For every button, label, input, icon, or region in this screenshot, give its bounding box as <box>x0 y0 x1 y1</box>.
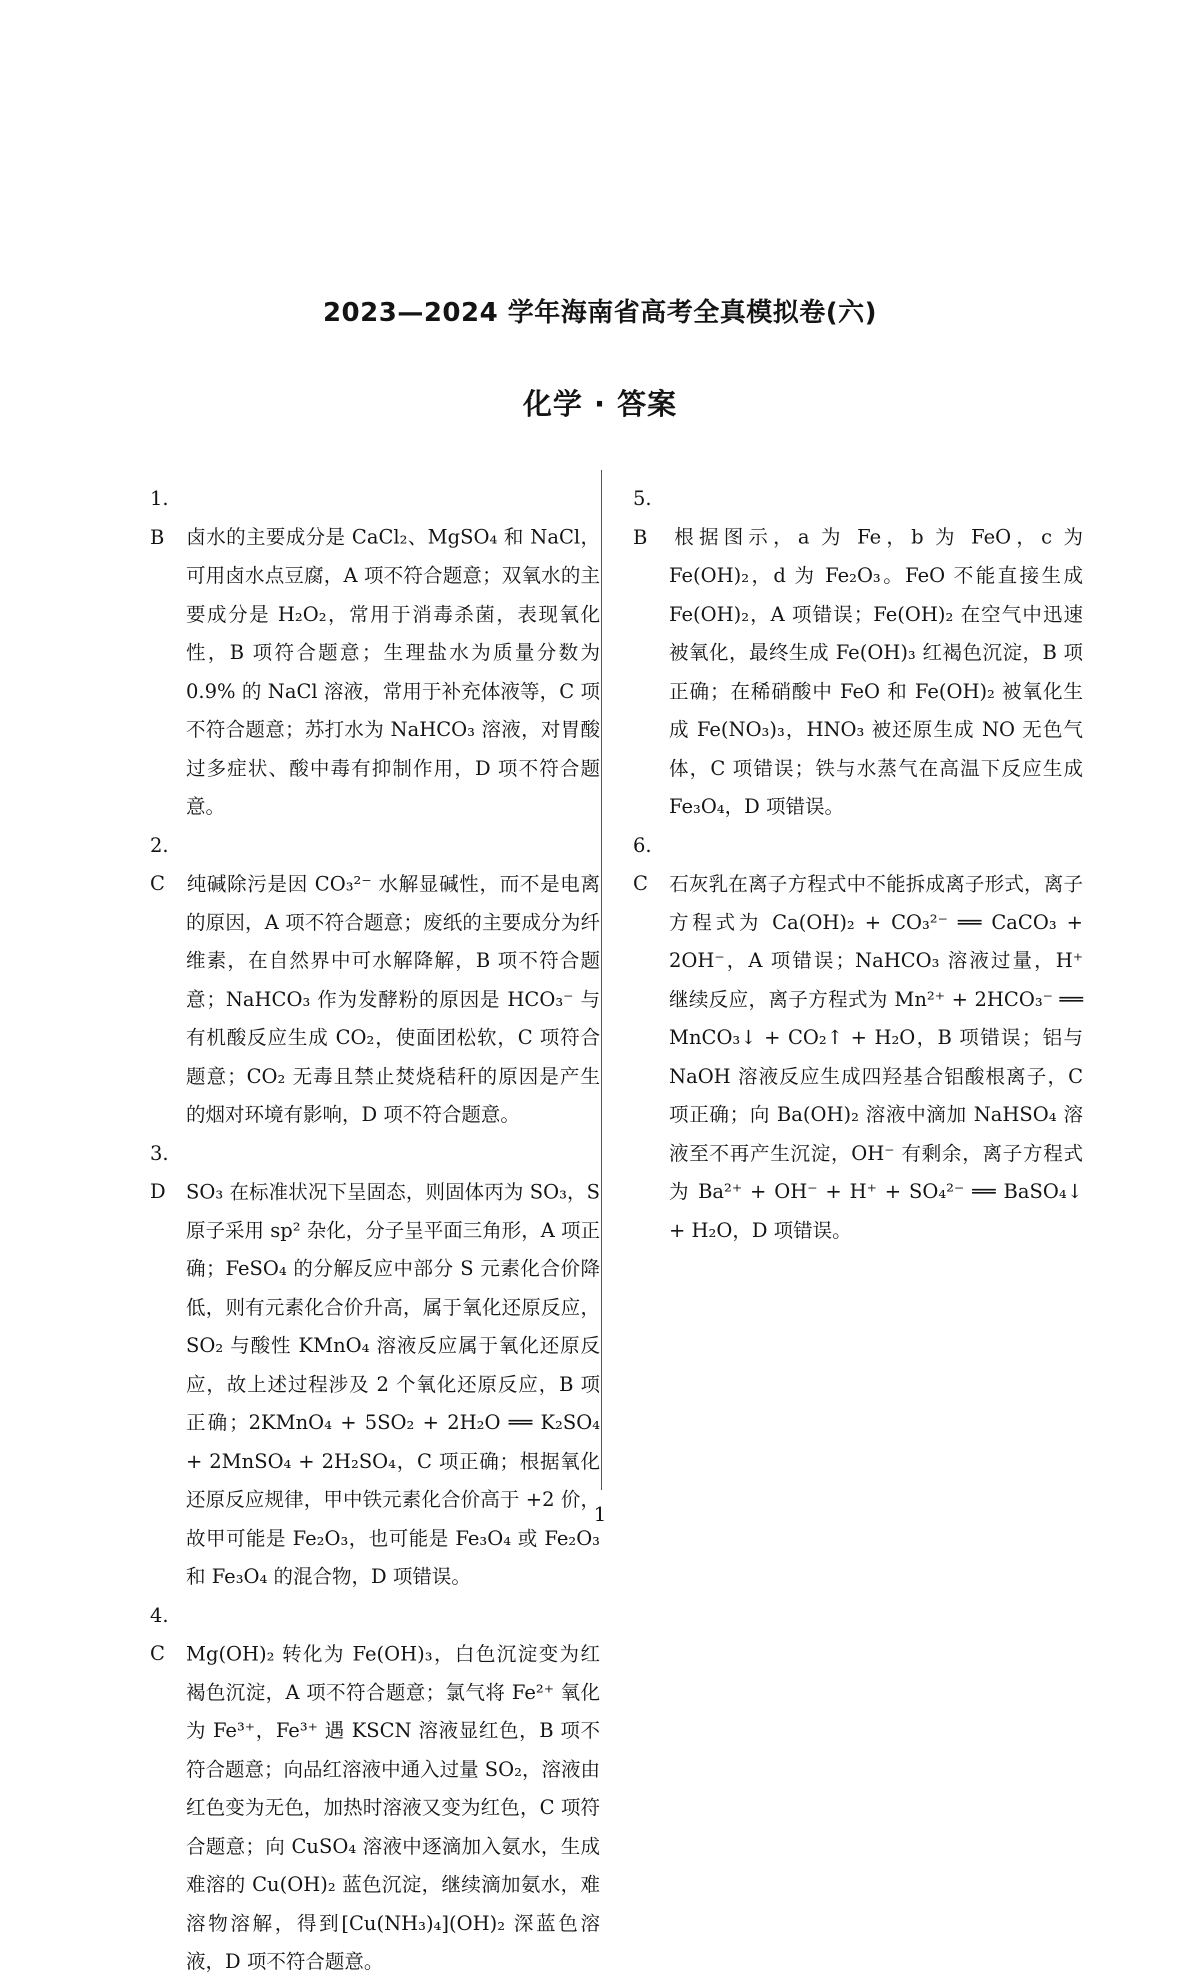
answer-number: 4. C <box>150 1603 169 1665</box>
answer-5 <box>633 480 1083 827</box>
answer-3 <box>150 1135 600 1597</box>
answer-text: 卤水的主要成分是 CaCl₂、MgSO₄ 和 NaCl，可用卤水点豆腐，A 项不符合题意；双氧水的主要成分是 H₂O₂，常用于消毒杀菌，表现氧化性，B 项符合题意；生理盐水为质量分数为 0.9% 的 NaCl 溶液，常用于补充体液等，C 项不符合题意；苏打水为 NaHCO₃ 溶液，对胃酸过多症状、酸中毒有抑制作用，D 项不符合题意。 <box>186 525 600 818</box>
answer-number: 6. C <box>633 833 652 895</box>
answer-text: 根据图示，a 为 Fe，b 为 FeO，c 为 Fe(OH)₂，d 为 Fe₂O₃。FeO 不能直接生成 Fe(OH)₂，A 项错误；Fe(OH)₂ 在空气中迅速被氧化，最终生成 Fe(OH)₃ 红褐色沉淀，B 项正确；在稀硝酸中 FeO 和 Fe(OH)₂ 被氧化生成 Fe(NO₃)₃，HNO₃ 被还原生成 NO 无色气体，C 项错误；铁与水蒸气在高温下反应生成 Fe₃O₄，D 项错误。 <box>669 525 1083 818</box>
page-title: 2023—2024 学年海南省高考全真模拟卷(六) <box>322 298 878 328</box>
page-number: 1 <box>593 1502 607 1526</box>
column-divider <box>601 470 602 1490</box>
answer-number: 3. D <box>150 1141 169 1203</box>
answer-number: 1. B <box>150 487 169 549</box>
left-column <box>150 480 600 1982</box>
answer-number: 5. B <box>633 487 652 549</box>
right-column <box>633 480 1083 1250</box>
answer-1 <box>150 480 600 827</box>
answer-text: Mg(OH)₂ 转化为 Fe(OH)₃，白色沉淀变为红褐色沉淀，A 项不符合题意；氯气将 Fe²⁺ 氧化为 Fe³⁺，Fe³⁺ 遇 KSCN 溶液显红色，B 项不符合题意；向品红溶液中通入过量 SO₂，溶液由红色变为无色，加热时溶液又变为红色，C 项符合题意；向 CuSO₄ 溶液中逐滴加入氨水，生成难溶的 Cu(OH)₂ 蓝色沉淀，继续滴加氨水，难溶物溶解，得到[Cu(NH₃)₄](OH)₂ 深蓝色溶液，D 项不符合题意。 <box>186 1642 600 1973</box>
page-subtitle: 化学 · 答案 <box>522 387 678 421</box>
answer-4 <box>150 1597 600 1982</box>
answer-2 <box>150 827 600 1135</box>
answer-text: SO₃ 在标准状况下呈固态，则固体丙为 SO₃，S 原子采用 sp² 杂化，分子呈平面三角形，A 项正确；FeSO₄ 的分解反应中部分 S 元素化合价降低，则有元素化合价升高，属于氧化还原反应，SO₂ 与酸性 KMnO₄ 溶液反应属于氧化还原反应，故上述过程涉及 2 个氧化还原反应，B 项正确；2KMnO₄ + 5SO₂ + 2H₂O ══ K₂SO₄ + 2MnSO₄ + 2H₂SO₄，C 项正确；根据氧化还原反应规律，甲中铁元素化合价高于 +2 价，故甲可能是 Fe₂O₃，也可能是 Fe₃O₄ 或 Fe₂O₃ 和 Fe₃O₄ 的混合物，D 项错误。 <box>186 1180 600 1588</box>
answer-text: 纯碱除污是因 CO₃²⁻ 水解显碱性，而不是电离的原因，A 项不符合题意；废纸的主要成分为纤维素，在自然界中可水解降解，B 项不符合题意；NaHCO₃ 作为发酵粉的原因是 HCO₃⁻ 与有机酸反应生成 CO₂，使面团松软，C 项符合题意；CO₂ 无毒且禁止焚烧秸秆的原因是产生的烟对环境有影响，D 项不符合题意。 <box>186 872 600 1126</box>
answer-number: 2. C <box>150 833 169 895</box>
answer-6 <box>633 827 1083 1251</box>
answer-text: 石灰乳在离子方程式中不能拆成离子形式，离子方程式为 Ca(OH)₂ + CO₃²⁻ ══ CaCO₃ + 2OH⁻，A 项错误；NaHCO₃ 溶液过量，H⁺ 继续反应，离子方程式为 Mn²⁺ + 2HCO₃⁻ ══ MnCO₃↓ + CO₂↑ + H₂O，B 项错误；铝与 NaOH 溶液反应生成四羟基合铝酸根离子，C 项正确；向 Ba(OH)₂ 溶液中滴加 NaHSO₄ 溶液至不再产生沉淀，OH⁻ 有剩余，离子方程式为 Ba²⁺ + OH⁻ + H⁺ + SO₄²⁻ ══ BaSO₄↓ + H₂O，D 项错误。 <box>669 872 1083 1242</box>
